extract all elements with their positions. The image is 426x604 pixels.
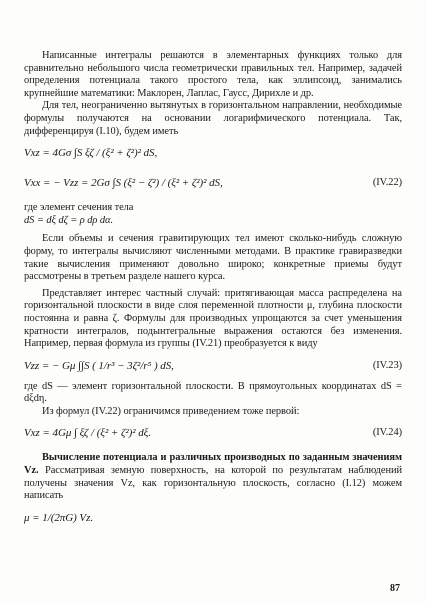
equation-expression: Vxz = 4Gσ ∫S ξζ / (ξ² + ζ²)² dS, (24, 147, 158, 160)
inline-equation: dS = dξ dζ = ρ dρ dα. (24, 214, 114, 226)
paragraph: где dS — элемент горизонтальной плоскости. В прямоугольных координатах dS = dξdη. (24, 380, 402, 405)
equation-number: (IV.24) (372, 427, 402, 439)
equation (24, 418, 402, 448)
paragraph: Представляет интерес частный случай: притягивающая масса распределена на горизонтальной плоскости в виде слоя переменной плотности μ, глубина плоскости постоянна и равна ζ. Формулы для производных упрощаются за счет уменьшения кратности интегралов, подынтегральные выражения остаются без изменения. Например, первая формула из группы (IV.21) преобразуется к виду (24, 287, 402, 350)
equation (24, 351, 402, 381)
equation (24, 168, 402, 198)
equation-number: (IV.23) (372, 359, 402, 371)
paragraph (24, 452, 402, 502)
paragraph: Написанные интегралы решаются в элементарных функциях только для сравнительно небольшого числа геометрически правильных тел. Например, задачей определения потенциала такого простого тела, как эллипсоид, занимались крупнейшие математики: Маклорен, Лаплас, Гаусс, Дирихле и др. (24, 50, 402, 99)
equation-expression: Vxx = − Vzz = 2Gσ ∫S (ξ² − ζ²) / (ξ² + ζ²)² dS, (24, 177, 223, 190)
paragraph: Если объемы и сечения гравитирующих тел имеют сколько-нибудь сложную форму, то интегралы вычисляют численными методами. В практике гравиразведки такие вычисления применяют довольно широко; конкретные приемы будут рассмотрены в третьем разделе нашего курса. (24, 233, 402, 283)
paragraph: где элемент сечения тела (24, 202, 134, 214)
paragraph: Из формул (IV.22) ограничимся приведением тоже первой: (42, 405, 300, 417)
equation-expression: Vxz = 4Gμ ∫ ξζ / (ξ² + ζ²)² dξ. (24, 427, 152, 440)
equation-expression: μ = 1/(2πG) Vz. (24, 511, 94, 524)
equation-number: (IV.22) (372, 177, 402, 189)
text-column (24, 50, 402, 533)
equation (24, 503, 402, 533)
paragraph: Для тел, неограниченно вытянутых в горизонтальном направлении, необходимые формулы получаются на основании логарифмического потенциала. Так, дифференцируя (I.10), будем иметь (24, 100, 402, 137)
page-number: 87 (390, 583, 400, 594)
equation (24, 138, 402, 168)
paragraph-text: Рассматривая земную поверхность, на которой по результатам наблюдений получены значения Vz, как горизонтальную плоскость, согласно (I.12) можем написать (24, 465, 402, 502)
equation-expression: Vzz = − Gμ ∫∫S ( 1/r³ − 3ζ²/r⁵ ) dS, (24, 359, 174, 372)
section-heading: Вычисление потенциала и различных производных по заданным значениям Vz. (24, 452, 402, 477)
